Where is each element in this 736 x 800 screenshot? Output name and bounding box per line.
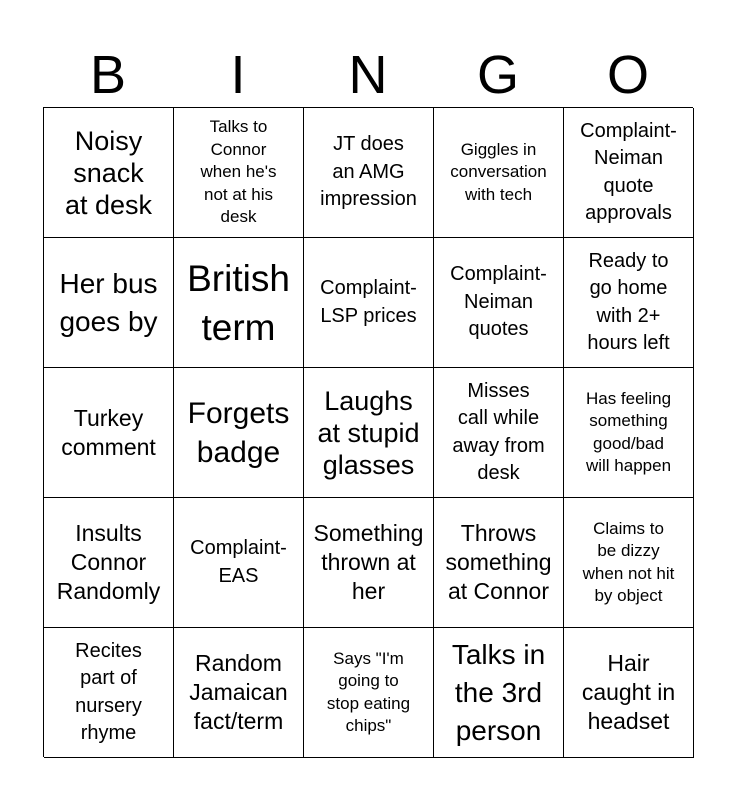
header-letter-g: G bbox=[476, 45, 519, 105]
bingo-cell[interactable] bbox=[174, 368, 304, 498]
cell-text: Misses call while away from desk bbox=[452, 379, 545, 484]
cell-text: Complaint- Neiman quote approvals bbox=[580, 119, 677, 224]
bingo-cell[interactable] bbox=[174, 498, 304, 628]
cell-text: Hair caught in headset bbox=[581, 650, 676, 734]
header-letter-o: O bbox=[606, 45, 649, 105]
cell-text: Noisy snack at desk bbox=[64, 125, 153, 220]
bingo-cell[interactable] bbox=[304, 108, 434, 238]
cell-text: Throws something at Connor bbox=[445, 520, 552, 604]
bingo-cell[interactable] bbox=[434, 108, 564, 238]
header-letter-b: B bbox=[89, 45, 127, 105]
bingo-cell[interactable] bbox=[434, 368, 564, 498]
bingo-cell[interactable] bbox=[304, 238, 434, 368]
cell-text: Complaint- Neiman quotes bbox=[450, 263, 547, 341]
bingo-cell[interactable] bbox=[434, 498, 564, 628]
cell-text: British term bbox=[187, 257, 290, 348]
bingo-cell[interactable] bbox=[304, 628, 434, 758]
bingo-cell[interactable] bbox=[564, 498, 694, 628]
bingo-cell[interactable] bbox=[304, 498, 434, 628]
cell-text: Laughs at stupid glasses bbox=[317, 385, 420, 480]
bingo-cell[interactable] bbox=[174, 108, 304, 238]
bingo-cell[interactable] bbox=[44, 238, 174, 368]
cell-text: Has feeling something good/bad will happen bbox=[585, 388, 672, 475]
cell-text: Ready to go home with 2+ hours left bbox=[587, 249, 670, 354]
cell-text: Her bus goes by bbox=[59, 267, 158, 337]
bingo-cell[interactable] bbox=[44, 498, 174, 628]
cell-text: JT does an AMG impression bbox=[320, 133, 417, 211]
bingo-board bbox=[43, 107, 693, 757]
cell-text: Giggles in conversation with tech bbox=[450, 139, 547, 204]
bingo-cell[interactable] bbox=[434, 238, 564, 368]
bingo-cell[interactable] bbox=[434, 628, 564, 758]
bingo-cell[interactable] bbox=[304, 368, 434, 498]
header-letter-i: I bbox=[230, 45, 246, 105]
cell-text: Random Jamaican fact/term bbox=[189, 650, 288, 734]
bingo-cell[interactable] bbox=[174, 628, 304, 758]
cell-text: Forgets badge bbox=[187, 396, 290, 469]
header-letter-n: N bbox=[348, 45, 388, 105]
cell-text: Claims to be dizzy when not hit by object bbox=[582, 518, 675, 605]
bingo-cell[interactable] bbox=[44, 368, 174, 498]
cell-text: Complaint- LSP prices bbox=[320, 277, 417, 327]
cell-text: Talks in the 3rd person bbox=[451, 638, 546, 746]
cell-text: Something thrown at her bbox=[313, 520, 424, 604]
cell-text: Recites part of nursery rhyme bbox=[75, 639, 142, 744]
bingo-cell[interactable] bbox=[564, 238, 694, 368]
cell-text: Turkey comment bbox=[61, 404, 156, 460]
bingo-cell[interactable] bbox=[564, 108, 694, 238]
cell-text: Talks to Connor when he's not at his desk bbox=[200, 117, 277, 227]
bingo-header bbox=[43, 44, 693, 106]
bingo-cell[interactable] bbox=[44, 108, 174, 238]
bingo-cell[interactable] bbox=[564, 368, 694, 498]
bingo-cell[interactable] bbox=[174, 238, 304, 368]
cell-text: Says "I'm going to stop eating chips" bbox=[326, 648, 411, 735]
cell-text: Complaint- EAS bbox=[190, 537, 287, 587]
cell-text: Insults Connor Randomly bbox=[56, 520, 161, 604]
bingo-cell[interactable] bbox=[564, 628, 694, 758]
bingo-cell[interactable] bbox=[44, 628, 174, 758]
